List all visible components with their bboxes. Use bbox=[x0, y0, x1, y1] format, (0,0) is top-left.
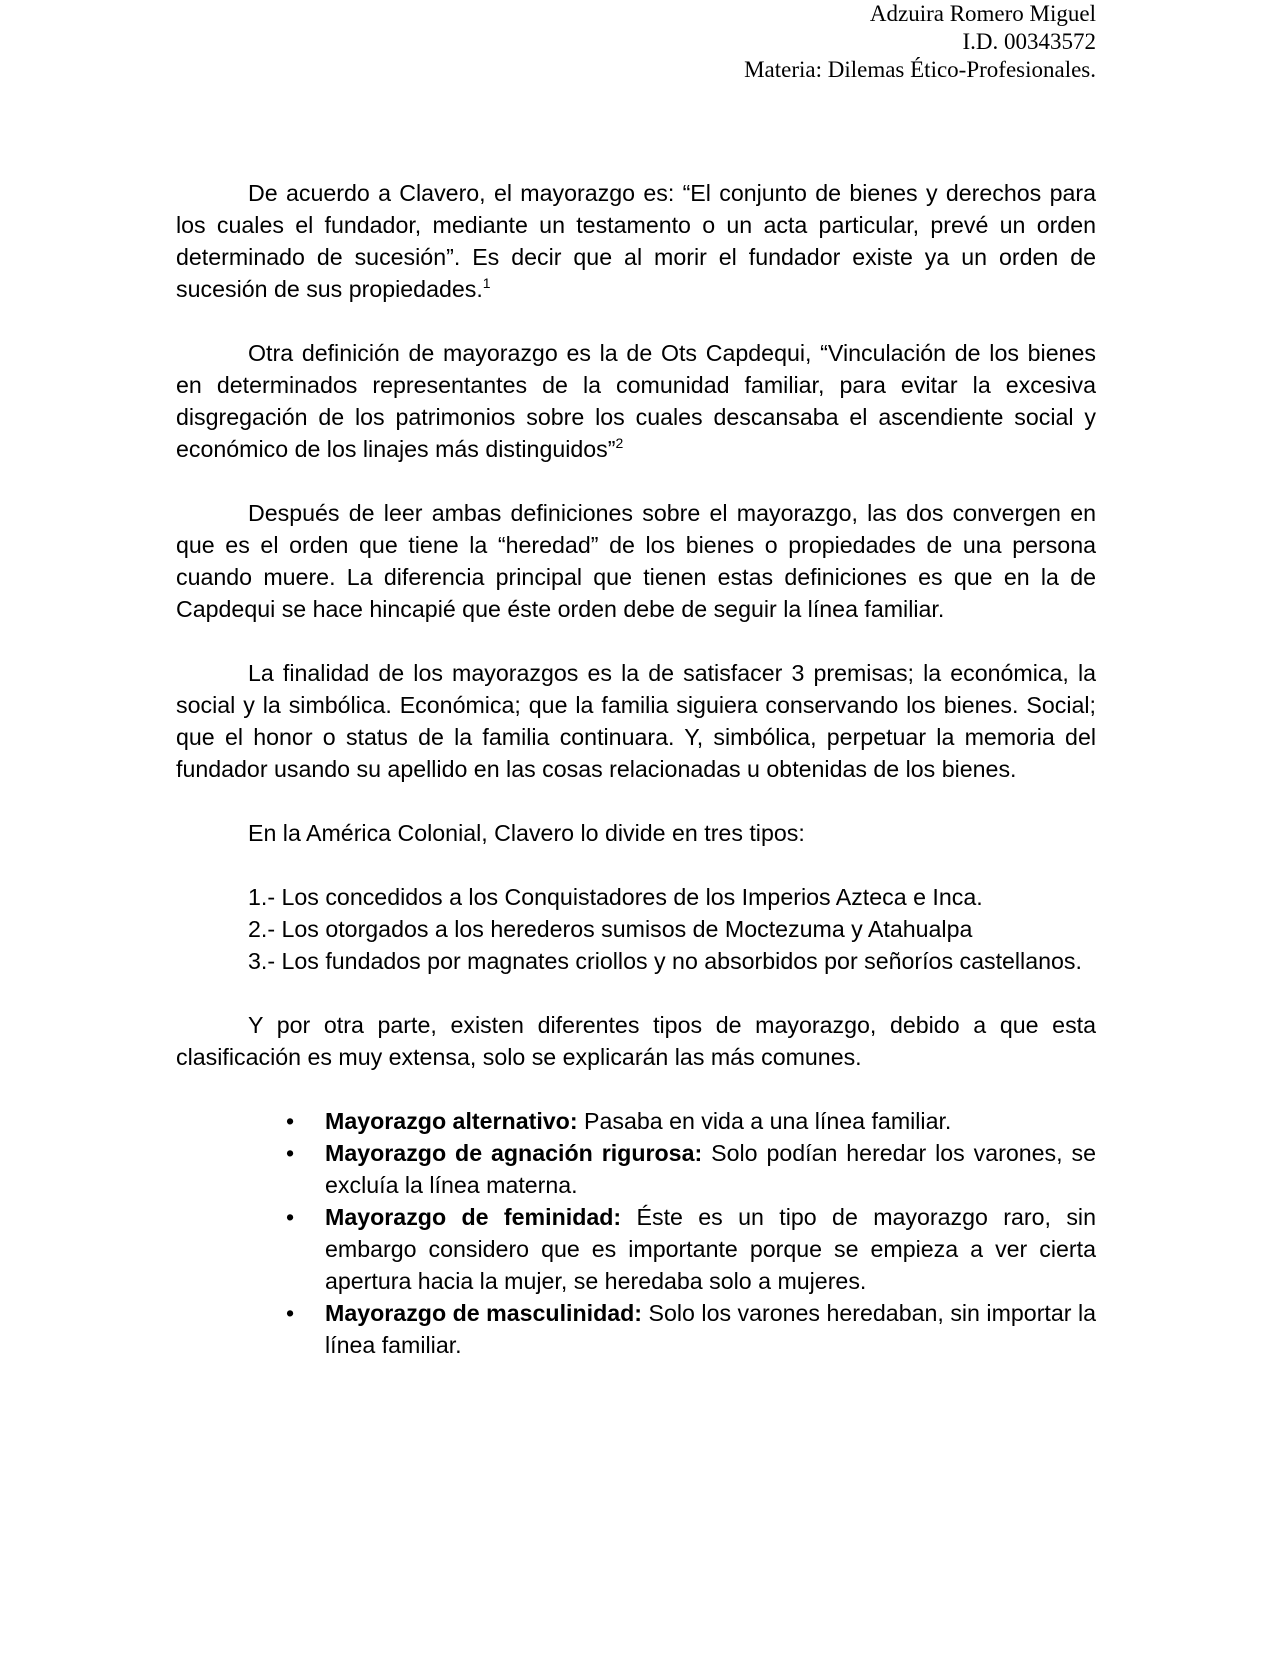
paragraph-text: Después de leer ambas definiciones sobre el mayorazgo, las dos convergen en que es el orden que tiene la “heredad” de los bienes o propiedades de una persona cuando muere. La diferencia principal que tienen estas definiciones es que en la de Capdequi se hace hincapié que éste orden debe de seguir la línea familiar. bbox=[176, 500, 1096, 622]
description: Éste es un tipo de mayorazgo raro, sin embargo considero que es importante porque se empieza a ver cierta apertura hacia la mujer, se heredaba solo a mujeres. bbox=[325, 1204, 1096, 1294]
paragraph-text: Otra definición de mayorazgo es la de Ots Capdequi, “Vinculación de los bienes en determinados representantes de la comunidad familiar, para evitar la excesiva disgregación de los patrimonios sobre los cuales descansaba el ascendiente social y económico de los linajes más distinguidos” bbox=[176, 340, 1096, 462]
paragraph-text: En la América Colonial, Clavero lo divide en tres tipos: bbox=[248, 820, 805, 846]
description: Solo podían heredar los varones, se excluía la línea materna. bbox=[325, 1140, 1096, 1198]
paragraph-text: Y por otra parte, existen diferentes tipos de mayorazgo, debido a que esta clasificación es muy extensa, solo se explicarán las más comunes. bbox=[176, 1012, 1096, 1070]
footnote-marker: 2 bbox=[615, 435, 624, 451]
bullet-icon: • bbox=[286, 1204, 295, 1230]
paragraph-clavero-definition bbox=[176, 177, 1096, 305]
document-header bbox=[744, 0, 1096, 84]
list-item: 2.- Los otorgados a los herederos sumisos de Moctezuma y Atahualpa bbox=[248, 916, 973, 942]
bullet-icon: • bbox=[286, 1108, 295, 1134]
footnote-marker: 1 bbox=[482, 275, 491, 291]
term: Mayorazgo alternativo: bbox=[325, 1108, 578, 1134]
term: Mayorazgo de masculinidad: bbox=[325, 1300, 643, 1326]
term: Mayorazgo de agnación rigurosa: bbox=[325, 1140, 703, 1166]
colonial-types-list bbox=[176, 881, 1096, 977]
student-id: I.D. 00343572 bbox=[962, 29, 1096, 54]
list-item bbox=[286, 1137, 1096, 1201]
paragraph-colonial-types-intro bbox=[176, 817, 1096, 849]
bullet-icon: • bbox=[286, 1140, 295, 1166]
list-item: 1.- Los concedidos a los Conquistadores de los Imperios Azteca e Inca. bbox=[248, 884, 983, 910]
list-item bbox=[286, 1105, 1096, 1137]
paragraph-other-types-intro bbox=[176, 1009, 1096, 1073]
document-body bbox=[176, 177, 1096, 1361]
mayorazgo-types-list bbox=[176, 1105, 1096, 1361]
author-name: Adzuira Romero Miguel bbox=[869, 1, 1096, 26]
paragraph-comparison bbox=[176, 497, 1096, 625]
description: Pasaba en vida a una línea familiar. bbox=[577, 1108, 952, 1134]
list-item bbox=[286, 1297, 1096, 1361]
paragraph-capdequi-definition bbox=[176, 337, 1096, 465]
subject-line: Materia: Dilemas Ético-Profesionales. bbox=[744, 57, 1096, 82]
paragraph-text: La finalidad de los mayorazgos es la de satisfacer 3 premisas; la económica, la social y la simbólica. Económica; que la familia siguiera conservando los bienes. Social; que el honor o status de la familia continuara. Y, simbólica, perpetuar la memoria del fundador usando su apellido en las cosas relacionadas u obtenidas de los bienes. bbox=[176, 660, 1096, 782]
term: Mayorazgo de feminidad: bbox=[325, 1204, 622, 1230]
bullet-icon: • bbox=[286, 1300, 295, 1326]
list-item: 3.- Los fundados por magnates criollos y no absorbidos por señoríos castellanos. bbox=[248, 948, 1082, 974]
paragraph-text: De acuerdo a Clavero, el mayorazgo es: “El conjunto de bienes y derechos para los cuales el fundador, mediante un testamento o un acta particular, prevé un orden determinado de sucesión”. Es decir que al morir el fundador existe ya un orden de sucesión de sus propiedades. bbox=[176, 180, 1096, 302]
list-item bbox=[286, 1201, 1096, 1297]
description: Solo los varones heredaban, sin importar la línea familiar. bbox=[325, 1300, 1096, 1358]
paragraph-purpose bbox=[176, 657, 1096, 785]
